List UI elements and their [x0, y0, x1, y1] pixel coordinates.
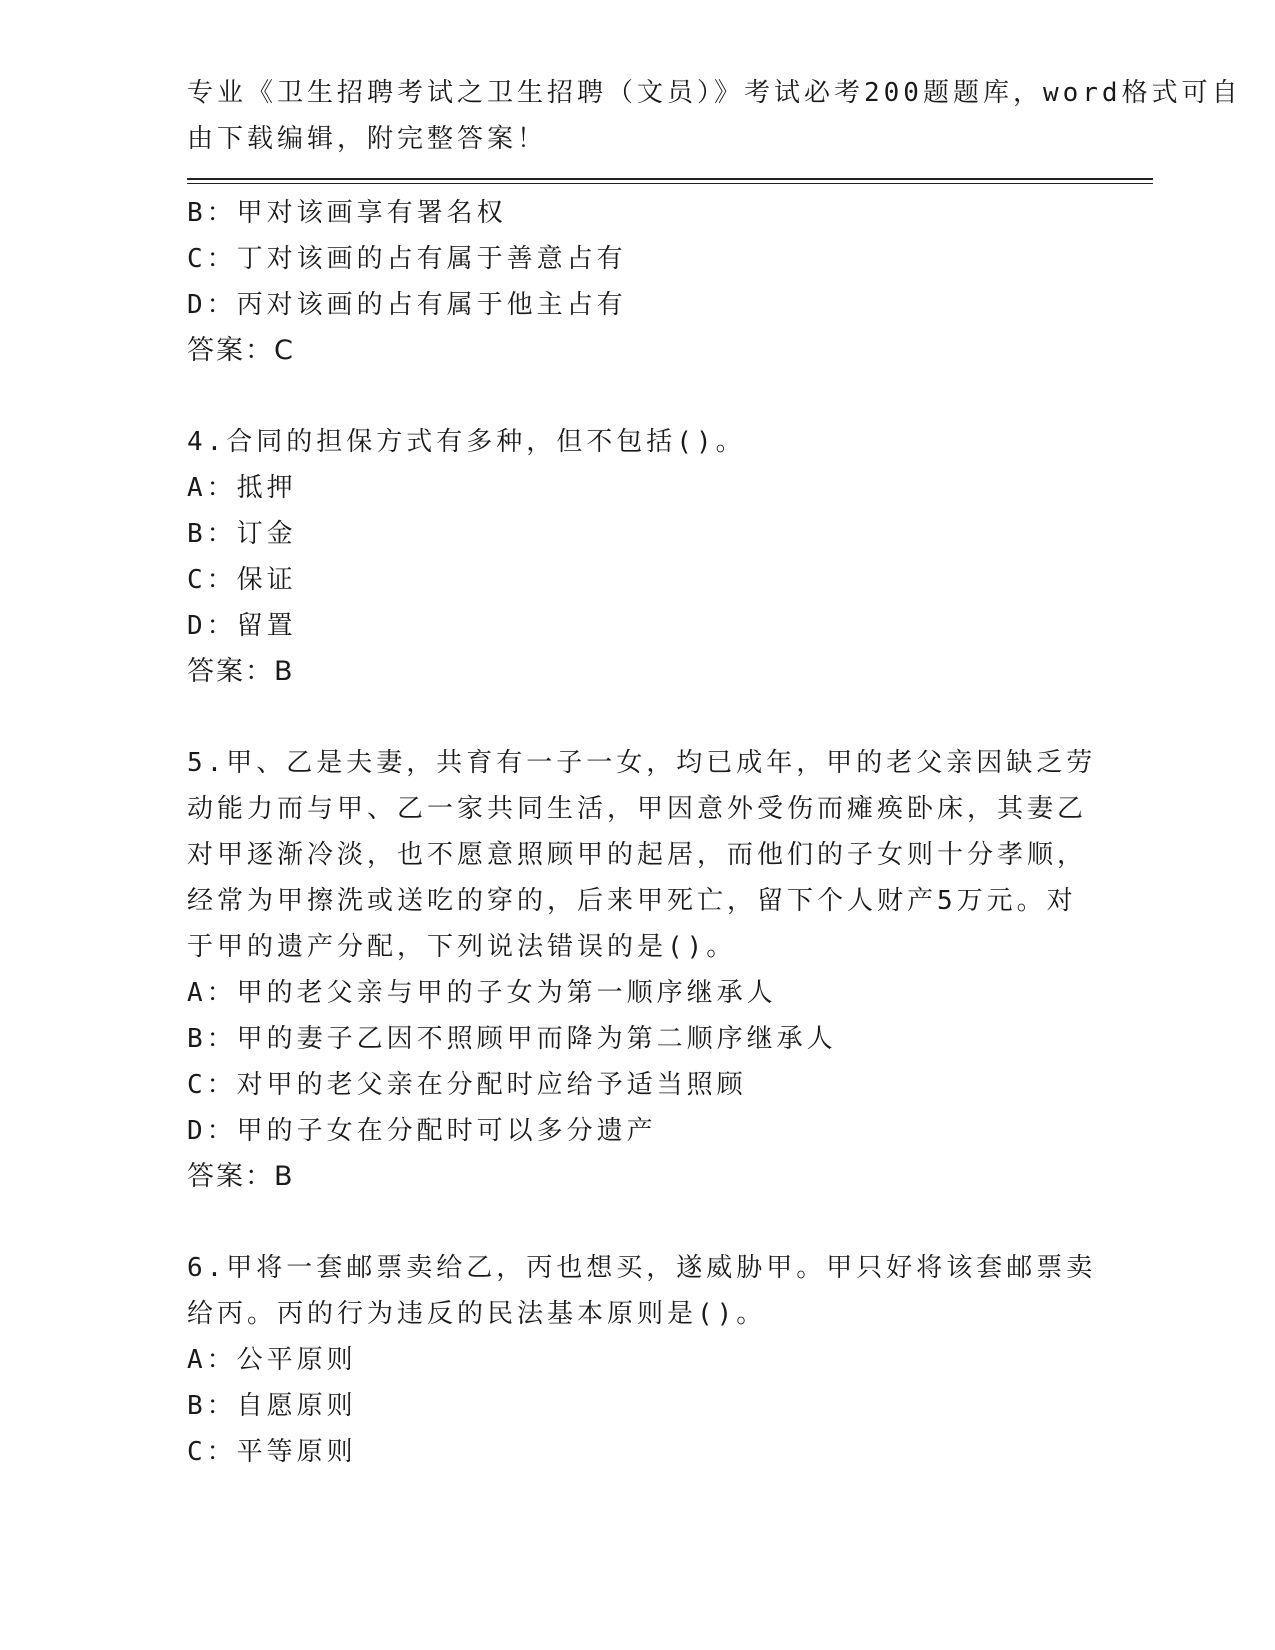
option-c: C：对甲的老父亲在分配时应给予适当照顾 [187, 1070, 747, 1100]
question-text: 经常为甲擦洗或送吃的穿的，后来甲死亡，留下个人财产5万元。对 [187, 886, 1077, 916]
answer-label: 答案：B [187, 1161, 295, 1192]
option-b: B：订金 [187, 519, 297, 549]
answer-label: 答案：C [187, 335, 295, 366]
option-c: C：丁对该画的占有属于善意占有 [187, 244, 627, 274]
document-header [187, 70, 1242, 162]
option-a: A：甲的老父亲与甲的子女为第一顺序继承人 [187, 978, 777, 1008]
question-text: 4.合同的担保方式有多种，但不包括()。 [187, 427, 746, 457]
answer-label: 答案：B [187, 656, 295, 687]
question-text: 给丙。丙的行为违反的民法基本原则是()。 [187, 1299, 767, 1329]
question-5 [187, 740, 1097, 1200]
document-body [187, 190, 1097, 1475]
option-a: A：抵押 [187, 473, 297, 503]
option-d: D：留置 [187, 611, 297, 641]
question-text: 5.甲、乙是夫妻，共育有一子一女，均已成年，甲的老父亲因缺乏劳 [187, 748, 1097, 778]
question-4 [187, 419, 1067, 695]
option-c: C：保证 [187, 565, 297, 595]
question-text: 6.甲将一套邮票卖给乙，丙也想买，遂威胁甲。甲只好将该套邮票卖 [187, 1253, 1097, 1283]
option-c: C：平等原则 [187, 1437, 357, 1467]
option-d: D：丙对该画的占有属于他主占有 [187, 290, 627, 320]
header-divider-thin [187, 183, 1153, 184]
option-b: B：自愿原则 [187, 1391, 357, 1421]
option-b: B：甲的妻子乙因不照顾甲而降为第二顺序继承人 [187, 1024, 837, 1054]
question-6 [187, 1245, 1097, 1475]
question-text: 于甲的遗产分配，下列说法错误的是()。 [187, 932, 737, 962]
header-divider-thick [187, 178, 1153, 180]
question-text: 对甲逐渐冷淡，也不愿意照顾甲的起居，而他们的子女则十分孝顺， [187, 840, 1088, 870]
option-a: A：公平原则 [187, 1345, 357, 1375]
option-b: B：甲对该画享有署名权 [187, 198, 507, 228]
question-3-continued [187, 190, 1067, 374]
header-line-1: 专业《卫生招聘考试之卫生招聘（文员）》考试必考200题题库，word格式可自 [187, 78, 1242, 108]
option-d: D：甲的子女在分配时可以多分遗产 [187, 1116, 657, 1146]
question-text: 动能力而与甲、乙一家共同生活，甲因意外受伤而瘫痪卧床，其妻乙 [187, 794, 1088, 824]
header-line-2: 由下载编辑，附完整答案！ [187, 124, 548, 154]
